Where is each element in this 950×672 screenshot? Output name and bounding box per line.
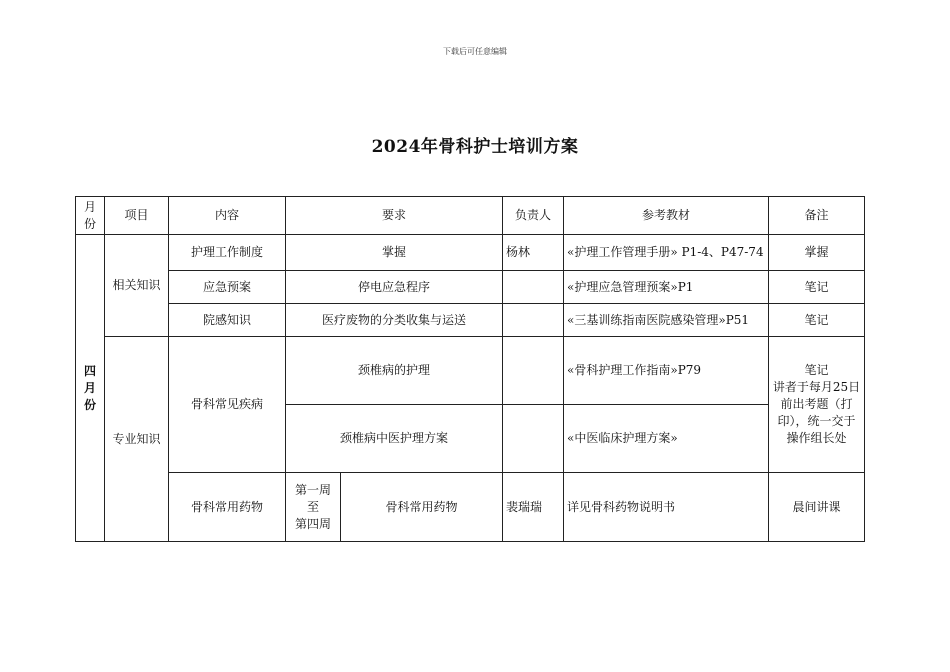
requirement-cell: 颈椎病的护理	[286, 337, 503, 405]
header-reference: 参考教材	[564, 197, 769, 235]
reference-cell: «中医临床护理方案»	[564, 405, 769, 473]
remark-cell: 晨间讲课	[769, 473, 865, 542]
table-row	[76, 337, 865, 405]
reference-cell: «护理应急管理预案»P1	[564, 271, 769, 304]
owner-cell	[503, 337, 564, 405]
remark-cell: 笔记 讲者于每月25日前出考题（打印），统一交于操作组长处	[769, 337, 865, 473]
table-row	[76, 271, 865, 304]
content-cell: 院感知识	[169, 304, 286, 337]
header-watermark: 下载后可任意编辑	[443, 47, 507, 56]
remark-cell: 笔记	[769, 271, 865, 304]
remark-cell: 掌握	[769, 235, 865, 271]
content-cell: 骨科常用药物	[169, 473, 286, 542]
owner-cell	[503, 405, 564, 473]
owner-cell: 杨林	[503, 235, 564, 271]
week-cell: 第一周 至 第四周	[286, 473, 341, 542]
month-cell: 四 月 份	[76, 235, 105, 542]
header-content: 内容	[169, 197, 286, 235]
requirement-cell: 颈椎病中医护理方案	[286, 405, 503, 473]
reference-cell: 详见骨科药物说明书	[564, 473, 769, 542]
reference-cell: «三基训练指南医院感染管理»P51	[564, 304, 769, 337]
header-remark: 备注	[769, 197, 865, 235]
content-cell: 护理工作制度	[169, 235, 286, 271]
header-month: 月 份	[76, 197, 105, 235]
content-cell: 应急预案	[169, 271, 286, 304]
owner-cell: 裴瑞瑞	[503, 473, 564, 542]
content-cell: 骨科常见疾病	[169, 337, 286, 473]
item-related-knowledge: 相关知识	[105, 235, 169, 337]
requirement-cell: 掌握	[286, 235, 503, 271]
owner-cell	[503, 304, 564, 337]
header-row	[76, 197, 865, 235]
header-owner: 负责人	[503, 197, 564, 235]
reference-cell: «骨科护理工作指南»P79	[564, 337, 769, 405]
header-item: 项目	[105, 197, 169, 235]
document-title: 2024年骨科护士培训方案	[371, 137, 579, 157]
requirement-cell: 骨科常用药物	[341, 473, 503, 542]
requirement-cell: 停电应急程序	[286, 271, 503, 304]
owner-cell	[503, 271, 564, 304]
header-requirement: 要求	[286, 197, 503, 235]
table-row	[76, 235, 865, 271]
requirement-cell: 医疗废物的分类收集与运送	[286, 304, 503, 337]
training-plan-table	[75, 196, 865, 542]
item-professional-knowledge: 专业知识	[105, 337, 169, 542]
remark-cell: 笔记	[769, 304, 865, 337]
reference-cell: «护理工作管理手册» P1-4、P47-74	[564, 235, 769, 271]
table-row	[76, 473, 865, 542]
table-row	[76, 304, 865, 337]
